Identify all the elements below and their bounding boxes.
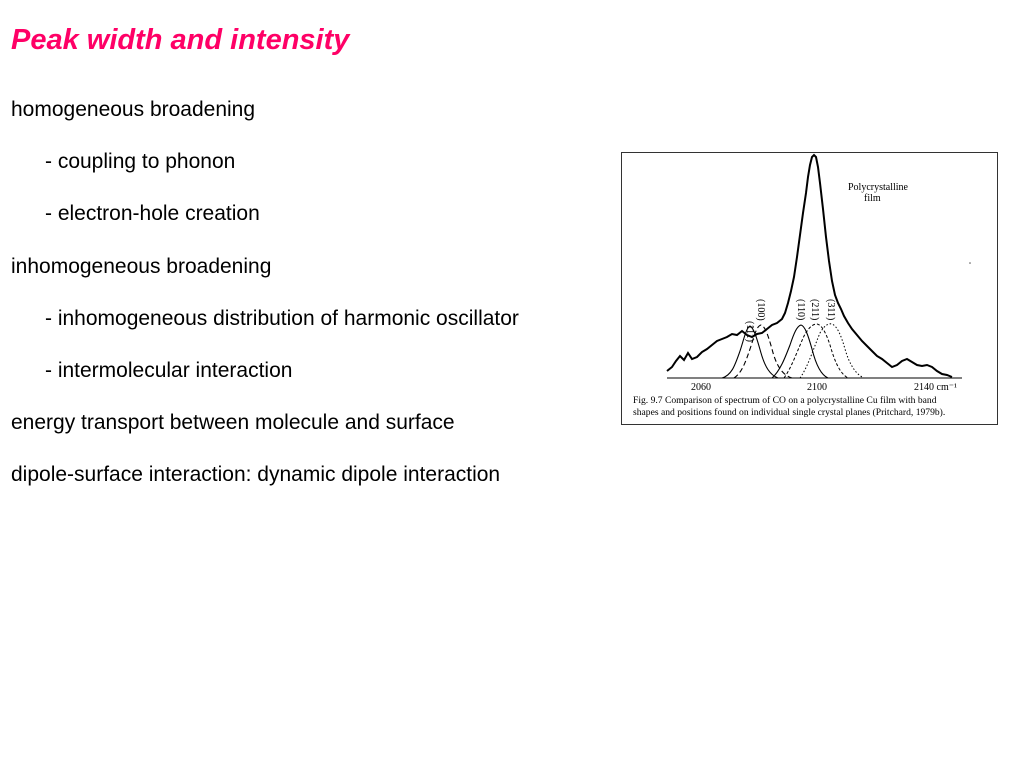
peak-211-curve [784, 324, 848, 378]
slide-title: Peak width and intensity [11, 24, 350, 56]
bullet-item: homogeneous broadening [11, 98, 256, 121]
curve-label: film [864, 193, 881, 204]
speck [969, 262, 971, 264]
spectrum-plot [622, 153, 998, 425]
sub-bullet-item: - electron-hole creation [45, 202, 260, 226]
peak-label: (111) [744, 321, 755, 342]
x-tick-label: 2100 [807, 382, 827, 393]
x-tick-label: 2140 cm⁻¹ [914, 382, 957, 393]
sub-bullet-item: - inhomogeneous distribution of harmonic oscillator [45, 306, 519, 330]
peak-label: (211) [809, 299, 820, 321]
bullet-list [11, 96, 519, 514]
figure-caption [633, 395, 995, 419]
polycrystalline-spectrum-curve [667, 155, 952, 377]
caption-line: Fig. 9.7 Comparison of spectrum of CO on a polycrystalline Cu film with band [633, 395, 937, 406]
sub-bullet-item: - coupling to phonon [45, 150, 236, 174]
sub-bullet-item: - intermolecular interaction [45, 358, 293, 382]
bullet-item: dipole-surface interaction: dynamic dipole interaction [11, 463, 501, 487]
bullet-item: inhomogeneous broadening [11, 254, 272, 278]
peak-label: (311) [825, 299, 836, 321]
caption-line: shapes and positions found on individual single crystal planes (Pritchard, 1979b). [633, 407, 946, 418]
bullet-item: energy transport between molecule and surface [11, 411, 455, 435]
curve-label: Polycrystalline [848, 182, 908, 193]
peak-label: (110) [795, 299, 806, 321]
spectrum-figure [621, 152, 998, 425]
x-tick-label: 2060 [691, 382, 711, 393]
peak-label: (100) [755, 299, 766, 321]
